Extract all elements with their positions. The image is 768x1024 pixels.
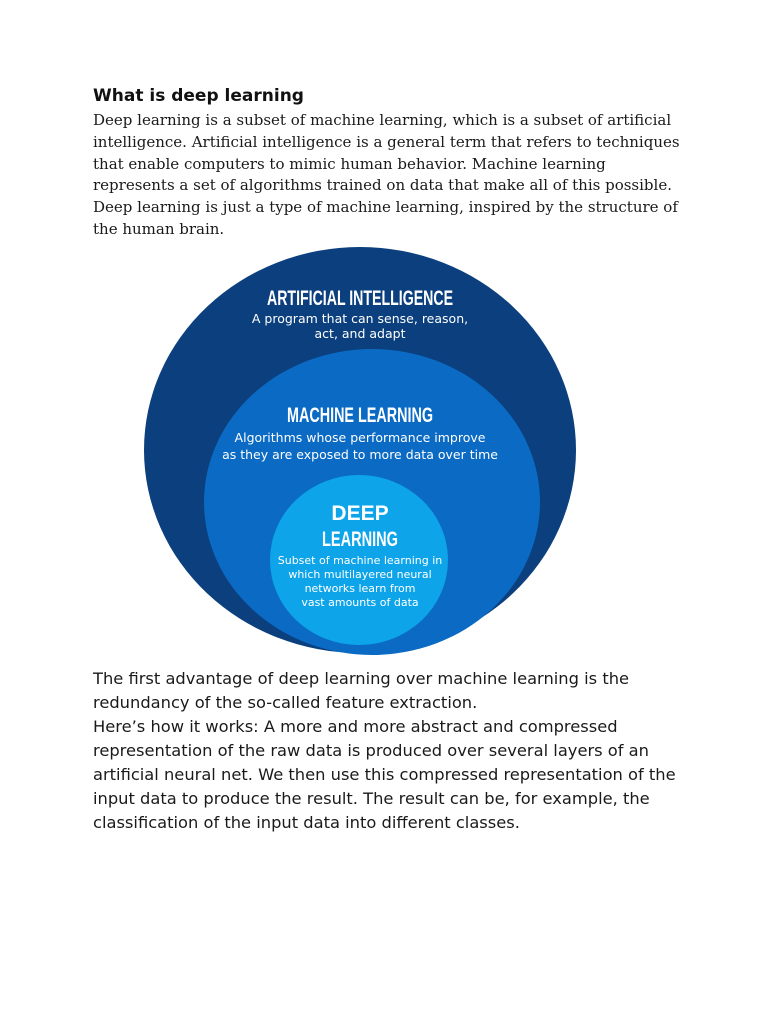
ai-desc-line-1: A program that can sense, reason, <box>251 311 469 326</box>
dl-title-line-2: LEARNING <box>322 528 398 551</box>
body-paragraph-2: Here’s how it works: A more and more abstract and compressed representation of the raw data is produced over several layers of an artificial neural net. We then use this compressed representation of the input data to produce the result. The result can be, for example, the classification of the input data into different classes. <box>93 717 676 832</box>
ai-desc-line-2: act, and adapt <box>314 326 406 341</box>
intro-paragraph: Deep learning is a subset of machine learning, which is a subset of artificial intelligence. Artificial intelligence is a general term that refers to techniques that enable computers to mimic human behavior. Machine learning represents a set of algorithms trained on data that make all of this possible. Deep learning is just a type of machine learning, inspired by the structure of the human brain. <box>93 111 680 238</box>
ml-title: MACHINE LEARNING <box>287 404 433 427</box>
ml-desc-line-1: Algorithms whose performance improve <box>234 430 486 445</box>
dl-title-line-1: DEEP <box>331 502 389 525</box>
body-paragraph <box>93 667 693 835</box>
dl-desc-line-4: vast amounts of data <box>301 596 419 609</box>
dl-desc-line-3: networks learn from <box>304 582 416 595</box>
ml-desc-line-2: as they are exposed to more data over time <box>222 447 498 462</box>
dl-desc-line-1: Subset of machine learning in <box>277 554 443 567</box>
ai-title: ARTIFICIAL INTELLIGENCE <box>267 287 453 310</box>
body-paragraph-1: The first advantage of deep learning over machine learning is the redundancy of the so-called feature extraction. <box>93 669 630 712</box>
section-heading: What is deep learning <box>93 86 304 106</box>
dl-desc-line-2: which multilayered neural <box>288 568 432 581</box>
